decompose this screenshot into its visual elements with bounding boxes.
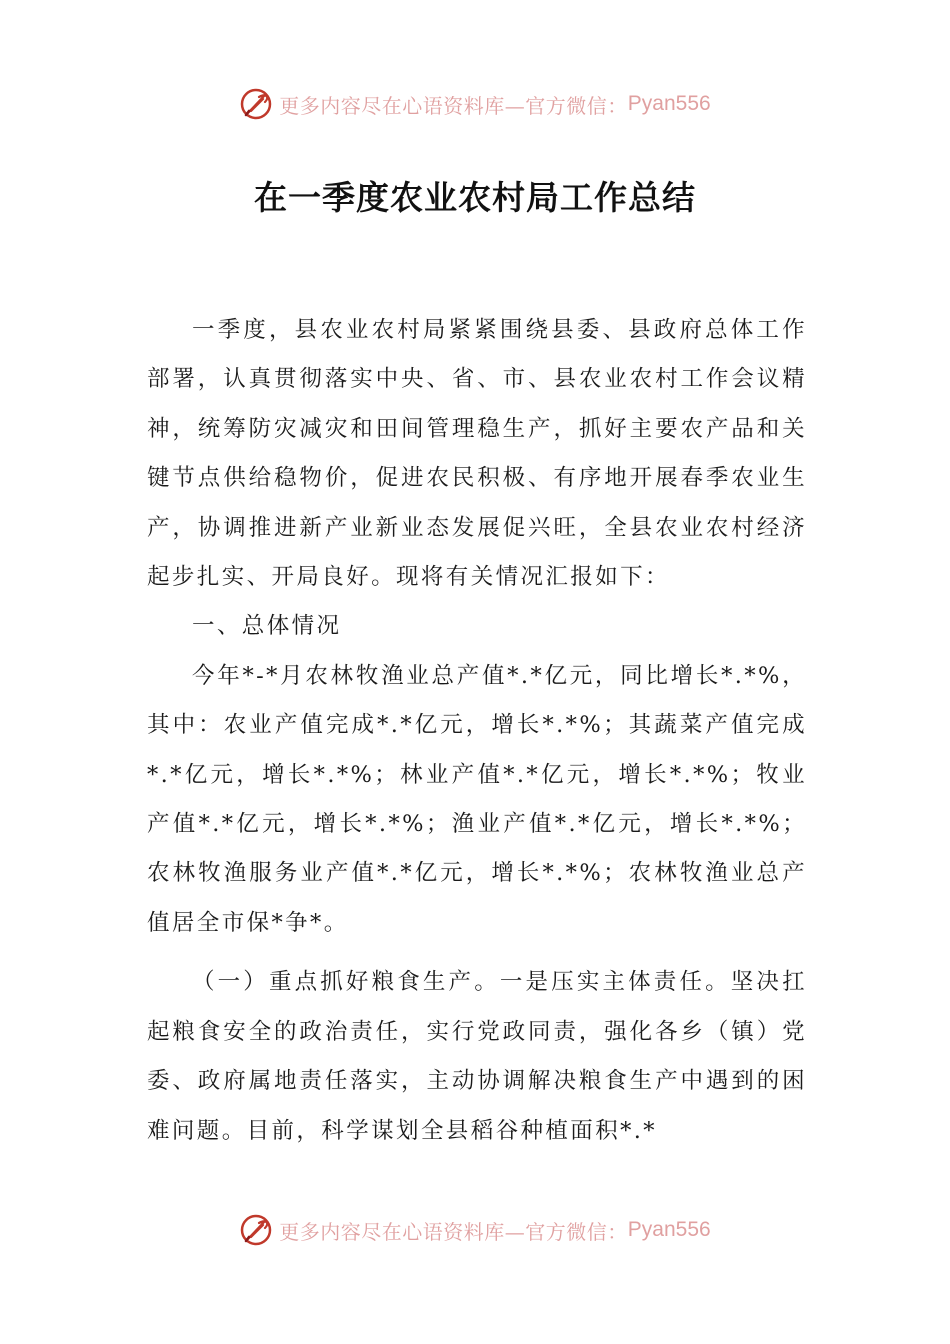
quill-logo-icon bbox=[239, 87, 273, 121]
overview-paragraph: 今年*-*月农林牧渔业总产值*.*亿元，同比增长*.*%，其中：农业产值完成*.*亿元，增长*.*%；其蔬菜产值完成*.*亿元，增长*.*%；林业产值*.*亿元，增长*.*%；牧业产值*.*亿元，增长*.*%；渔业产值*.*亿元，增长*.*%；农林牧渔服务业产值*.*亿元，增长*.*%；农林牧渔业总产值居全市保*争*。 bbox=[147, 662, 807, 936]
banner-text: 更多内容尽在心语资料库—官方微信： bbox=[279, 1219, 628, 1244]
document-body bbox=[147, 306, 807, 1156]
intro-paragraph: 一季度，县农业农村局紧紧围绕县委、县政府总体工作部署，认真贯彻落实中央、省、市、县农业农村工作会议精神，统筹防灾减灾和田间管理稳生产，抓好主要农产品和关键节点供给稳物价，促进农民积极、有序地开展春季农业生产，协调推进新产业新业态发展促兴旺，全县农业农村经济起步扎实、开局良好。现将有关情况汇报如下： bbox=[147, 317, 807, 591]
wechat-id: Pyan556 bbox=[627, 92, 711, 115]
header-banner bbox=[0, 84, 950, 124]
banner-text: 更多内容尽在心语资料库—官方微信： bbox=[279, 93, 628, 118]
document-title: 在一季度农业农村局工作总结 bbox=[254, 178, 696, 217]
footer-banner bbox=[0, 1210, 950, 1250]
grain-production-paragraph: （一）重点抓好粮食生产。一是压实主体责任。坚决扛起粮食安全的政治责任，实行党政同责，强化各乡（镇）党委、政府属地责任落实，主动协调解决粮食生产中遇到的困难问题。目前，科学谋划全县稻谷种植面积*.* bbox=[147, 969, 807, 1144]
section-heading: 一、总体情况 bbox=[192, 613, 342, 640]
quill-logo-icon bbox=[239, 1213, 273, 1247]
wechat-id: Pyan556 bbox=[627, 1218, 711, 1241]
